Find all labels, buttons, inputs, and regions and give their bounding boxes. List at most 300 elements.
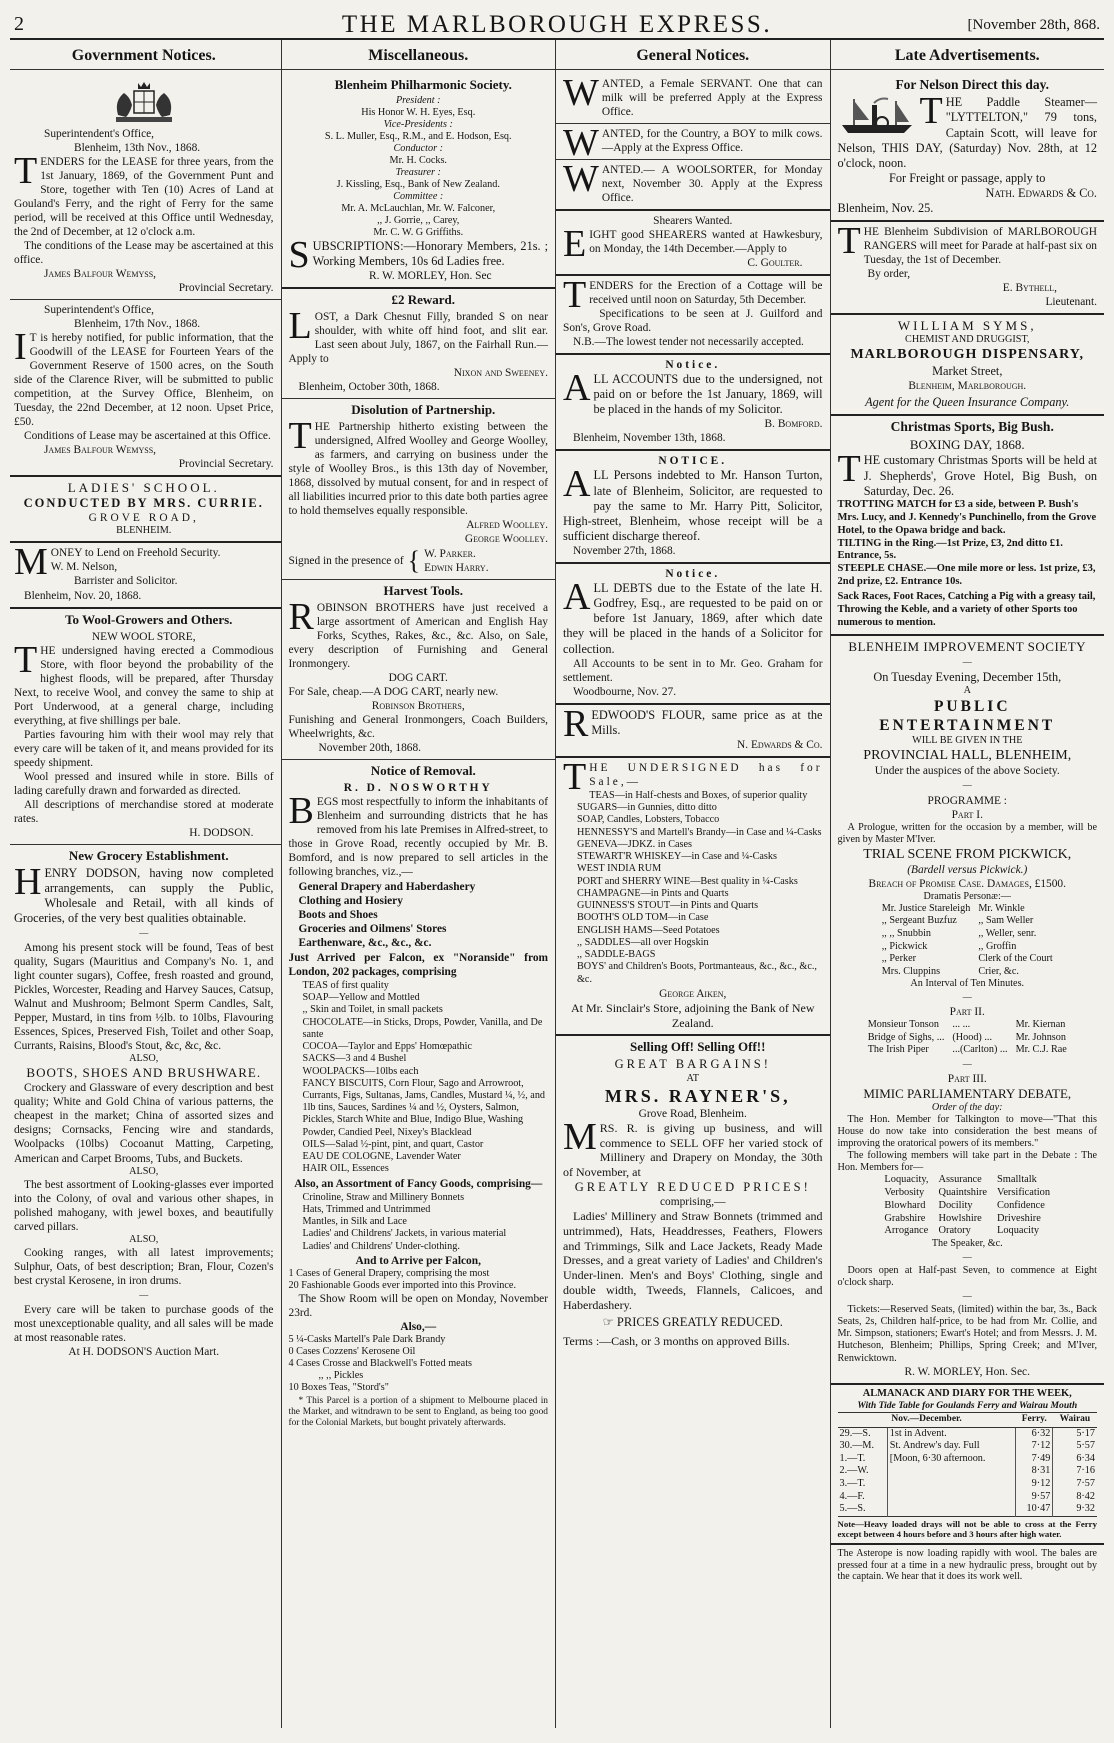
ad-body: HE Blenheim Subdivision of MARLBOROUGH RANGERS will meet for Parade at half-past six on Tuesday, the 1st of December.	[863, 226, 1097, 267]
wool-store-ad	[10, 609, 281, 845]
notice-conditions: Conditions of Lease may be ascertained at this Office.	[24, 430, 271, 442]
ad-subheading: NEW WOOL STORE,	[91, 630, 196, 643]
tide-row-cell: 10·47	[1016, 1503, 1053, 1516]
chemist-name: WILLIAM SYMS,	[897, 318, 1037, 334]
fancy-goods-list	[289, 1192, 549, 1253]
song-row-cell: ...(Carlton) ...	[952, 1044, 1008, 1056]
signer-role: Provincial Secretary.	[178, 281, 274, 294]
ad-body: HE customary Christmas Sports will be held at J. Shepherds', Grove Hotel, Big Bush, on Saturday, Dec. 26.	[863, 453, 1097, 498]
part-three: Part III.	[947, 1073, 987, 1085]
gov-notice-goodwill-lease	[10, 300, 281, 477]
reduced-prices: GREATLY REDUCED PRICES!	[574, 1179, 811, 1194]
ad-paragraph: All Accounts to be sent in to Mr. Geo. Graham for settlement.	[563, 657, 823, 684]
debate-row	[879, 1200, 1055, 1213]
ad-paragraph: Among his present stock will be found, Teas of best quality, Sugars (Mauritius and Company's No. 1, and light counter sugars), Coffee, fresh roasted and ground, Pickles, Worcester, Reading and Harvey Sauces, Catsup, Walnut and Mushroom; Belmont Sperm Candles, Salt, Pepper, Mustard, in tins from ½lb. to 10lbs, Flavouring Essences, Spices, Preserved Fish, Toilet and other Soap, Currants, Raisins, Blood's Stout, &c, &c, &c.	[14, 942, 274, 1053]
trial-scene: TRIAL SCENE FROM PICKWICK,	[863, 846, 1072, 862]
fancy-goods-item: Ladies' and Childrens' Under-clothing.	[302, 1240, 460, 1252]
ad-body: LL Persons indebted to Mr. Hanson Turton, late of Blenheim, Solicitor, are requested to pay the same to Mr. Harry Pitt, Solicitor, High-street, Blenheim, whose receipt will be a sufficient discharge thereof.	[563, 468, 823, 543]
signer-rank: Lieutenant.	[1045, 296, 1097, 309]
cast-row-cell: ,, Weller, senr.	[978, 928, 1037, 939]
tide-row-cell: 5.—S.	[839, 1503, 866, 1515]
auspices: Under the auspices of the above Society.	[874, 765, 1060, 778]
rayner-selling-off-ad	[556, 1036, 830, 1352]
goods-item: SOAP—Yellow and Mottled	[302, 992, 420, 1004]
bardell-v-pickwick: (Bardell versus Pickwick.)	[907, 863, 1028, 876]
at-label: AT	[686, 1072, 699, 1084]
aiken-stores-ad	[556, 755, 830, 1036]
tide-row-cell: 2.—W.	[839, 1465, 869, 1477]
branch-item: Clothing and Hosiery	[298, 894, 403, 907]
grocery-ad: New Grocery Establishment. HENRY DODSON, having now completed arrangements, can supply the Public, Wholesale and Retail, with all kinds of Groceries, of the very best qualities obtainable. — Among his present stock will be found, Teas of best quality, Sugars (Mauritius and Company's No. 1, and light counter sugars), Coffee, fresh roasted and ground, Pickles, Worcester, Reading and Harvey Sauces, Catsup, Walnut and Mushroom; Belmont Sperm Candles, Salt, Pepper, Mustard, in tins from ½lb. to 10lbs, Flavouring Essences, Spices, Preserved Fish, Toilet and other Soap, Currants, Raisins, Blood's Stout, &c, &c, &c. ALSO, BOOTS, SHOES AND BRUSHWARE. Crockery and Glassware of every description and best quality; White and Gold China of various patterns, the cheapest in the market; China of assorted sizes and designs; Cornsacks, Fencing wire and standards, Woolpacks (10lbs) Cocoanut Matting, Carpeting, American and Carpet Brooms, Tubs, and Buckets. ALSO, The best assortment of Looking-glasses ever imported into the Colony, of oval and various other shapes, in polished mahogany, with jewel boxes, and beautifully carved pillars. ALSO, Cooking ranges, with all latest improvements; Sulphur, Oats, of best description; Bran, Flour, Cozen's best crystal Kerosene, in iron drums. — Every care will be taken to purchase goods of the most unexceptionable quality, and all sales will be made at most reasonable rates. At H. DODSON'S Auction Mart.	[14, 847, 274, 1358]
arrive-line: 1 Cases of General Drapery, comprising the most	[288, 1267, 490, 1279]
column-heading: Government Notices.	[10, 44, 281, 70]
tide-row	[838, 1491, 1098, 1504]
dropcap: T	[837, 220, 861, 263]
ad-date: Blenheim, November 13th, 1868.	[573, 432, 726, 445]
vice-presidents: S. L. Muller, Esq., R.M., and E. Hodson, Esq.	[324, 130, 512, 142]
goods-item: ,, SADDLES—all over Hogskin	[577, 936, 709, 948]
notice-body: ENDERS for the LEASE for three years, from the 1st January, 1869, of the Government Punt and Store, together with Ten (10) Acres of Land at Gouland's Ferry, and the right of Ferry for the same period, will be received at this Office until Wednesday, the 2nd of December, at 12 o'clock a.m.	[14, 155, 274, 238]
song-row-cell: (Hood) ...	[952, 1031, 993, 1043]
cast-row-cell: ,, Sam Weller	[978, 915, 1034, 927]
cast-row-cell: Mrs. Cluppins	[881, 965, 941, 977]
dropcap: R	[563, 702, 589, 745]
tide-row-cell: 7·16	[1053, 1465, 1097, 1478]
witness-block: Signed in the presence of { W. Parker. Edwin Harry.	[288, 545, 489, 575]
debate-title: MIMIC PARLIAMENTARY DEBATE,	[863, 1086, 1072, 1102]
song-row	[864, 1032, 1071, 1045]
goods-item: SOAP, Candles, Lobsters, Tobacco	[577, 814, 720, 826]
tide-row-cell: 6·34	[1053, 1453, 1097, 1466]
motion: The Hon. Member for Talkington to move—"That this House do now take into consideration the best means of improving the oratorical powers of its members."	[837, 1114, 1097, 1150]
chemist-trade: CHEMIST AND DRUGGIST,	[905, 334, 1030, 346]
song-row-cell: Mr. Johnson	[1015, 1031, 1066, 1043]
signer: R. W. MORLEY, Hon. Sec	[369, 270, 492, 283]
goods-item: CHAMPAGNE—in Pints and Quarts	[577, 887, 729, 899]
dropcap: R	[288, 595, 314, 638]
goods-item: TEAS—in Half-chests and Boxes, of superior quality	[589, 790, 808, 801]
ad-heading: Notice of Removal.	[370, 762, 476, 778]
ad-paragraph: Crockery and Glassware of every description and best quality; White and Gold China of various patterns, the cheapest in the market; China of assorted sizes and designs; Cornsacks, Fencing wire and standards, Woolpacks (10lbs) Cocoanut Matting, Carpeting, American and Carpet Brooms, Tubs, and Buckets.	[14, 1082, 274, 1165]
debate-row-cell: Quaintshire	[938, 1186, 987, 1198]
dropcap: A	[563, 366, 591, 409]
dropcap: A	[563, 576, 591, 619]
tide-row	[838, 1440, 1098, 1453]
treasurer: J. Kissling, Esq., Bank of New Zealand.	[336, 178, 500, 190]
merchant-name: R. D. NOSWORTHY	[343, 781, 493, 794]
cast-row-cell: ,, Sergeant Buzfuz	[881, 915, 957, 927]
ad-body: ENDERS for the Erection of a Cottage will be received until noon on Saturday, 5th December.	[589, 279, 823, 306]
money-to-lend-ad	[10, 543, 281, 608]
ad-body: LL DEBTS due to the Estate of the late H. Godfrey, Esq., are requested to be paid on or before 1st January, 1869, after which date they will be placed in the hands of a Solicitor for collection.	[563, 581, 823, 656]
event-date: On Tuesday Evening, December 15th,	[873, 669, 1062, 684]
tide-row-cell: [Moon, 6·30 afternoon.	[887, 1453, 1015, 1466]
goods-item: STEWART'R WHISKEY—in Case and ¼-Casks	[577, 851, 777, 863]
debate-row-cell: Blowhard	[884, 1199, 926, 1211]
debate-row	[879, 1174, 1055, 1187]
philharmonic-society-ad	[282, 74, 556, 290]
song-row	[864, 1019, 1071, 1032]
venue: PROVINCIAL HALL, BLENHEIM,	[863, 748, 1072, 764]
debate-row-cell: Arrogance	[884, 1225, 929, 1237]
column-heading: Miscellaneous.	[282, 44, 556, 70]
fancy-goods-item: Ladies' and Childrens' Jackets, in various material	[302, 1228, 507, 1240]
fancy-goods-item: Hats, Trimmed and Untrimmed	[302, 1203, 431, 1215]
cottage-tenders-ad	[556, 273, 830, 355]
ad-heading: Selling Off! Selling Off!!	[630, 1039, 766, 1055]
dropcap: T	[288, 415, 312, 458]
debate-row-cell: Loquacity,	[884, 1174, 929, 1186]
tide-row-cell: 1.—T.	[839, 1452, 866, 1464]
signer: C. Goulter.	[747, 256, 803, 269]
notice-conditions: The conditions of the Lease may be ascertained at this office.	[14, 239, 274, 266]
column-heading: General Notices.	[556, 44, 830, 70]
vp-label: Vice-Presidents :	[383, 118, 453, 130]
col-ferry: Ferry.	[1016, 1413, 1053, 1428]
ad-body: LL ACCOUNTS due to the undersigned, not paid on or before the 1st January, 1869, will be placed in the hands of my Solicitor.	[593, 371, 823, 417]
ad-heading: New Grocery Establishment.	[68, 847, 229, 863]
dropcap: T	[563, 273, 587, 316]
goods-list	[563, 790, 823, 986]
tide-row-cell: 9·12	[1016, 1478, 1053, 1491]
cast-row	[878, 903, 1057, 916]
street: Market Street,	[932, 363, 1003, 378]
shearers-wanted-ad	[556, 211, 830, 276]
tide-table	[838, 1412, 1098, 1517]
marlborough-rangers-ad	[831, 222, 1105, 315]
ad-date: November 20th, 1868.	[318, 741, 421, 754]
signer: George Aiken,	[659, 987, 727, 1000]
bargains: GREAT BARGAINS!	[614, 1057, 771, 1072]
goods-item: WEST INDIA RUM	[577, 863, 662, 875]
goods-item: EAU DE COLOGNE, Lavender Water	[302, 1151, 461, 1163]
agent: Nath. Edwards & Co.	[985, 186, 1097, 201]
ad-heading: Blenheim Philharmonic Society.	[334, 76, 512, 92]
committee-label: Committee :	[393, 190, 444, 202]
dog-cart-body: For Sale, cheap.—A DOG CART, nearly new.	[288, 685, 499, 698]
tide-row	[838, 1503, 1098, 1516]
ad-body: EGS most respectfully to inform the inhabitants of Blenheim and surrounding districts that he has removed from his late Premises in Alfred-street, to those in Grove Road, recently occupied by Mr. B. Bomford, and is now prepared to sell articles in the following branches, viz.,—	[288, 795, 548, 878]
redwood-flour-ad	[556, 702, 830, 758]
tide-row-cell: 9·32	[1053, 1503, 1097, 1516]
committee-line: Mr. A. McLauchlan, Mr. W. Falconer,	[341, 202, 496, 214]
ad-date: Blenheim, October 30th, 1868.	[298, 381, 440, 394]
cast-row-cell: Clerk of the Court	[978, 953, 1053, 965]
ad-paragraph: Cooking ranges, with all latest improvements; Sulphur, Oats, of best description; Bran, Flour, Cozen's best crystal Kerosene, in iron drums.	[14, 1246, 274, 1287]
trotting-match: TROTTING MATCH for £3 a side, between P. Bush's Mrs. Lucy, and J. Kennedy's Punchinello, from the Grove Hotel, to the Opawa bridge and back.	[837, 498, 1097, 536]
signer-role: Provincial Secretary.	[178, 458, 274, 471]
doors-open: Doors open at Half-past Seven, to commence at Eight o'clock sharp.	[837, 1265, 1097, 1289]
ad-paragraph: Every care will be taken to purchase goods of the most unexceptionable quality, and all sales will be made at most reasonable rates.	[14, 1303, 274, 1344]
improvement-society-ad: BLENHEIM IMPROVEMENT SOCIETY — On Tuesday Evening, December 15th, A PUBLIC ENTERTAINMENT WILL BE GIVEN IN THE PROVINCIAL HALL, BLENHEIM, Under the auspices of the above Society. — PROGRAMME : Part I. A Prologue, written for the occasion by a member, will be given by Master M'Iver. TRIAL SCENE FROM PICKWICK, (Bardell versus Pickwick.) Breach of Promise Case. Damages, £1500. Dramatis Personæ:— Mr. Justice Stareleigh Mr. Winkle ,, Sergeant Buzfuz ,, Sam Weller ,, ,, Snubbin ,, Weller, senr. ,, Pickwick ,, Groffin ,, Perker Clerk of the Court Mrs. Cluppins Crier, &c. An Interval of Ten Minutes. — Part II. Monsieur Tonson ... ... Mr. Kiernan Bridge of Sighs, ... (Hood) ... Mr. Johnson The Irish Piper ...(Carlton) ... Mr. C.J. Rae — Part III. MIMIC PARLIAMENTARY DEBATE, Order of the day: The Hon. Member for Talkington to move—"That this House do now take into consideration the best means of improving the oratorical powers of its members." The following members will take part in the Debate : The Hon. Members for— Loquacity, Assurance Smalltalk Verbosity Quaintshire Versification Blowhard Docility Confidence Grabshire Howlshire Driveshire Arrogance Oratory Loquacity The Speaker, &c. — Doors open at Half-past Seven, to commence at Eight o'clock sharp. — Tickets:—Reserved Seats, (limited) within the bar, 3s., Back Seats, 2s, Children half-price, to be had from Mr. Collie, and Mr. Simpson, stationers; Ewart's Hotel; and from Messrs. J. M. Hutcheson, Blenheim; Phillips, Spring Creek; and M'Iver, Renwicktown. R. W. MORLEY, Hon. Sec.	[831, 636, 1105, 1385]
tide-row-cell: 1st in Advent.	[887, 1427, 1015, 1440]
wanted-servant-ad	[556, 71, 830, 124]
notice-body: T is hereby notified, for public information, that the Goodwill of the LEASE for Fourteen Years of the Government Reserve of 1500 acres, on the South side of the Clarence River, will be submitted to public competition, at the Survey Office, Blenheim, on Tuesday, the 22nd December, at 12 noon. Upset Price, £50.	[14, 331, 274, 428]
column-late-advertisements	[830, 40, 1105, 1728]
also-label: ALSO,	[129, 1233, 159, 1245]
paddle-steamer-icon	[838, 97, 916, 137]
branch-item: Boots and Shoes	[298, 908, 378, 921]
cast-row-cell: Mr. Justice Stareleigh	[881, 902, 971, 914]
prologue: A Prologue, written for the occasion by a member, will be given by Master M'Iver.	[837, 821, 1097, 845]
debate-members-table	[879, 1174, 1055, 1238]
part-one: Part I.	[951, 808, 983, 821]
boots-heading: BOOTS, SHOES AND BRUSHWARE.	[26, 1065, 262, 1081]
signer: James Balfour Wemyss,	[44, 267, 157, 280]
goods-item: ,, SADDLE-BAGS	[577, 949, 656, 961]
song-row-cell: Mr. Kiernan	[1015, 1019, 1066, 1031]
store-location: At Mr. Sinclair's Store, adjoining the Bank of New Zealand.	[571, 1000, 815, 1030]
town: Blenheim, Marlborough.	[908, 379, 1027, 392]
goods-item: COCOA—Taylor and Epps' Homœpathic	[302, 1041, 472, 1053]
footnote: * This Parcel is a portion of a shipment to Melbourne placed in the Market, and witndrawn to be sent to England, as being too good for the Colonial Markets, but bought privately afterwards.	[288, 1396, 548, 1429]
ferry-note: Note—Heavy loaded drays will not be able to cross at the Ferry except between 4 hours before and 3 hours after high water.	[837, 1518, 1097, 1539]
goods-item: SACKS—3 and 4 Bushel	[302, 1053, 407, 1065]
cast-row-cell: Mr. Winkle	[978, 902, 1025, 914]
ad-body: RS. R. is giving up business, and will commence to SELL OFF her varied stock of Millinery and Drapery on Monday, the 30th of November, at	[563, 1120, 823, 1180]
conductor: Mr. H. Cocks.	[389, 154, 447, 166]
tide-row-cell: 9·57	[1016, 1491, 1053, 1504]
goods-item: HAIR OIL, Essences	[302, 1163, 389, 1175]
debate-row-cell: Docility	[938, 1199, 973, 1211]
dropcap: A	[563, 463, 591, 506]
cast-row	[878, 953, 1057, 966]
also-line: 10 Boxes Teas, "Stord's"	[288, 1382, 389, 1394]
branch-item: General Drapery and Haberdashery	[298, 880, 476, 893]
debate-row-cell: Oratory	[938, 1225, 971, 1237]
debate-row-cell: Verbosity	[884, 1186, 925, 1198]
goods-item: GUINNESS'S STOUT—in Pints and Quarts	[577, 900, 759, 912]
also-label: ALSO,	[129, 1053, 159, 1065]
branch-item: Groceries and Oilmens' Stores	[298, 922, 447, 935]
cast-table	[878, 903, 1057, 978]
branch-item: Earthenware, &c., &c., &c.	[298, 936, 432, 949]
witness: W. Parker.	[424, 547, 476, 560]
royal-arms-icon	[106, 79, 182, 125]
ad-heading: HE UNDERSIGNED has for Sale,—	[589, 761, 823, 788]
issue-date: [November 28th, 868.	[967, 17, 1100, 33]
columns	[10, 40, 1104, 1728]
ad-paragraph: Parties favouring him with their wool may rely that every care will be taken of it, and means provided for its speedy shipment.	[14, 728, 274, 769]
steeple-chase: STEEPLE CHASE.—One mile more or less. 1st prize, £3, 2nd prize, £2. Entrance 10s.	[837, 563, 1096, 588]
tide-row-cell: 5·17	[1053, 1427, 1097, 1440]
ad-date: Blenheim, Nov. 20, 1868.	[24, 589, 142, 602]
gov-notice-punt-lease	[10, 74, 281, 300]
order-of-day: Order of the day:	[931, 1102, 1003, 1113]
president: His Honor W. H. Eyes, Esq.	[361, 106, 476, 118]
signer: R. W. MORLEY, Hon. Sec.	[904, 1365, 1030, 1378]
firm-name: Robinson Brothers,	[371, 699, 465, 712]
harvest-tools-ad	[282, 580, 556, 760]
interval: An Interval of Ten Minutes.	[910, 978, 1025, 990]
goods-item: TEAS of first quality	[302, 979, 389, 991]
debate-row-cell: Confidence	[996, 1199, 1045, 1211]
cast-row-cell: ,, Perker	[881, 953, 916, 965]
conductor-label: Conductor :	[393, 142, 444, 154]
tide-row-cell: 6·32	[1016, 1427, 1053, 1440]
cast-row	[878, 966, 1057, 979]
debate-row	[879, 1225, 1055, 1238]
breach-of-promise: Breach of Promise Case. Damages, £1500.	[868, 877, 1066, 890]
dropcap: W	[563, 71, 599, 114]
song-row-cell: ... ...	[952, 1019, 971, 1031]
cast-row-cell: ,, Groffin	[978, 940, 1017, 952]
tide-row-cell: 7·57	[1053, 1478, 1097, 1491]
fancy-goods-item: Mantles, in Silk and Lace	[302, 1216, 407, 1228]
dropcap: T	[837, 448, 861, 491]
ad-date: November 27th, 1868.	[573, 545, 676, 557]
debate-row-cell: Driveshire	[996, 1212, 1041, 1224]
notice-of-removal-ad	[282, 760, 556, 1434]
almanack	[831, 1385, 1105, 1545]
insurance-agent: Agent for the Queen Insurance Company.	[865, 394, 1070, 409]
goods-item: ENGLISH HAMS—Seed Potatoes	[577, 924, 720, 936]
signer: Nixon and Sweeney.	[453, 367, 548, 380]
col-wairau: Wairau	[1053, 1413, 1097, 1428]
school-town: BLENHEIM.	[116, 525, 172, 537]
ad-heading: BLENHEIM IMPROVEMENT SOCIETY	[848, 638, 1087, 654]
dropcap: M	[14, 541, 48, 584]
lender-name: W. M. Nelson,	[50, 561, 118, 574]
other-sports: Sack Races, Foot Races, Catching a Pig with a greasy tail, Throwing the Keble, and a variety of other Sports too numerous to mention.	[837, 591, 1096, 628]
notice-turton-ad	[556, 451, 830, 564]
also-heading: Also,—	[400, 1320, 437, 1333]
signer: Alfred Woolley.	[466, 519, 548, 532]
dropcap: E	[563, 222, 587, 265]
ad-body: IGHT good SHEARERS wanted at Hawkesbury, on Monday, the 14th December.—Apply to	[589, 228, 823, 255]
goods-item: ,, Skin and Toilet, in small packets	[302, 1004, 443, 1016]
tilting: TILTING in the Ring.—1st Prize, £3, 2nd ditto £1. Entrance, 5s.	[837, 537, 1063, 562]
tide-row-cell: 3.—T.	[839, 1478, 866, 1490]
tide-row	[838, 1478, 1098, 1491]
page-number: 2	[14, 13, 24, 35]
syms-dispensary-ad	[831, 315, 1105, 416]
masthead	[10, 8, 1104, 40]
ad-heading: Notice.	[665, 568, 721, 581]
signer: B. Bomford.	[764, 418, 823, 431]
ad-body: ANTED.— A WOOLSORTER, for Monday next, November 30. Apply at the Express Office.	[601, 163, 823, 204]
songs-table	[864, 1019, 1071, 1057]
committee-line: Mr. C. W. G Griffiths.	[373, 227, 464, 238]
ad-date: Blenheim, Nov. 25.	[837, 201, 934, 216]
dropcap: W	[563, 121, 599, 164]
fancy-goods-item: Crinoline, Straw and Millinery Bonnets	[302, 1191, 465, 1203]
goods-item: GENEVA—JDKZ. in Cases	[577, 838, 692, 850]
event-day: BOXING DAY, 1868.	[909, 437, 1025, 453]
dispensary-name: MARLBOROUGH DISPENSARY,	[850, 347, 1085, 363]
tide-row	[838, 1465, 1098, 1478]
debate-row	[879, 1187, 1055, 1200]
presence-label: Signed in the presence of	[288, 554, 404, 567]
dropcap: H	[14, 860, 42, 903]
ad-heading: Notice.	[665, 358, 721, 371]
dramatis-personae: Dramatis Personæ:—	[923, 890, 1011, 902]
ad-heading: Christmas Sports, Big Bush.	[890, 418, 1054, 434]
reward-ad	[282, 289, 556, 399]
ad-body: ANTED, for the Country, a BOY to milk cows.—Apply at the Express Office.	[601, 127, 823, 154]
programme-label: PROGRAMME :	[927, 794, 1007, 807]
pointing-hand-icon: ☞	[602, 1315, 617, 1330]
ad-body: HE Paddle Steamer— "LYTTELTON," 79 tons, Captain Scott, will leave for Nelson, THIS DAY, (Saturday) Nov. 28th, at 12 o'clock, noon.	[837, 95, 1097, 170]
ad-body: ONEY to Lend on Freehold Security.	[50, 547, 221, 560]
song-row-cell: Bridge of Sighs, ...	[867, 1031, 945, 1043]
arrive-line: 20 Fashionable Goods ever imported into this Province.	[288, 1279, 516, 1291]
cast-row-cell: ,, ,, Snubbin	[881, 928, 931, 939]
debate-row-cell: Versification	[996, 1186, 1051, 1198]
tide-row-cell: 4.—F.	[839, 1490, 865, 1502]
cast-row-cell: Crier, &c.	[978, 965, 1019, 977]
debate-row-cell: Grabshire	[884, 1212, 926, 1224]
song-row-cell: The Irish Piper	[867, 1044, 929, 1056]
signer: N. Edwards & Co.	[737, 738, 823, 751]
cast-row	[878, 941, 1057, 954]
ad-heading: Harvest Tools.	[383, 582, 463, 598]
column-heading: Late Advertisements.	[831, 44, 1105, 70]
signer: H. DODSON.	[189, 826, 254, 839]
tide-row-cell: 8·42	[1053, 1491, 1097, 1504]
debate-row-cell: Assurance	[938, 1174, 982, 1186]
goods-item: OILS—Salad ½-pint, pint, and quart, Castor	[302, 1138, 484, 1150]
arrive-heading: And to Arrive per Falcon,	[355, 1254, 481, 1267]
tide-row	[838, 1453, 1098, 1466]
column-general-notices	[555, 40, 830, 1728]
office-line: Superintendent's Office,	[44, 303, 155, 316]
notice-accounts-ad	[556, 355, 830, 451]
treasurer-label: Treasurer :	[395, 166, 441, 178]
shop-address: Grove Road, Blenheim.	[638, 1107, 747, 1120]
also-line: 4 Cases Crosse and Blackwell's Fotted meats	[288, 1358, 472, 1370]
tide-row-cell	[887, 1491, 1015, 1504]
tide-row-cell	[887, 1503, 1015, 1516]
committee-line: ,, J. Gorrie, ,, Carey,	[377, 214, 460, 226]
shop-name: MRS. RAYNER'S,	[604, 1085, 791, 1106]
signer: James Balfour Wemyss,	[44, 444, 157, 457]
part-two: Part II.	[949, 1006, 985, 1019]
ad-body: ENRY DODSON, having now completed arrangements, can supply the Public, Wholesale and Retail, with all kinds of Groceries, of the very best qualities obtainable.	[14, 865, 274, 926]
goods-item: SUGARS—in Gunnies, ditto ditto	[577, 802, 717, 814]
dropcap: T	[919, 90, 943, 133]
also-label: ALSO,	[129, 1165, 159, 1177]
school-road: GROVE ROAD,	[88, 512, 199, 525]
goods-item: WOOLPACKS—10lbs each	[302, 1065, 419, 1077]
notice-godfrey-ad	[556, 564, 830, 705]
wanted-woolsorter-ad	[556, 157, 830, 211]
tide-row-cell: 30.—M.	[839, 1440, 875, 1452]
ad-paragraph: N.B.—The lowest tender not necessarily accepted.	[573, 335, 804, 348]
also-line: ,, ,, Pickles	[318, 1370, 364, 1382]
song-row-cell: Mr. C.J. Rae	[1015, 1044, 1067, 1056]
also-line: 5 ¼-Casks Martell's Pale Dark Brandy	[288, 1333, 446, 1345]
dropcap: I	[14, 325, 27, 368]
branches-list	[289, 880, 549, 950]
goods-item: FANCY BISCUITS, Corn Flour, Sago and Arrowroot, Currants, Figs, Sultanas, Jams, Candles, Mustard ¼, ½, and 1lb tins, Sauces, Sardines ¼ and ½, Oysters, Salmon, Pickles, Starch White and Blue, Indigo Blue, Washing Powder, Candied Peel, Nixey's Blacklead	[302, 1077, 546, 1138]
ladies-school-ad	[10, 477, 281, 543]
order-label: By order,	[867, 268, 911, 281]
comprising: comprising,—	[660, 1196, 726, 1209]
dissolution-ad	[282, 399, 556, 579]
wanted-boy-ad	[556, 121, 830, 164]
ad-paragraph: Specifications to be seen at J. Guilford and Son's, Grove Road.	[563, 307, 823, 334]
goods-item: BOOTH'S OLD TOM—in Case	[577, 912, 709, 924]
showroom-line: The Show Room will be open on Monday, November 23rd.	[288, 1292, 548, 1319]
ad-body: OST, a Dark Chesnut Filly, branded S on near shoulder, with white off hind foot, and slit ear. Last seen about July, 1867, on the Fairhall Run.—Apply to	[288, 311, 548, 366]
witness: Edwin Harry.	[424, 561, 489, 574]
almanack-heading: ALMANACK AND DIARY FOR THE WEEK,	[862, 1387, 1072, 1399]
ad-paragraph: All descriptions of merchandise stored at moderate rates.	[14, 798, 274, 825]
debate-row-cell: Smalltalk	[996, 1174, 1037, 1186]
ad-paragraph: The best assortment of Looking-glasses ever imported into the Colony, of oval and various other shapes, in polished mahogany, with jewel boxes, and beautifully carved pillars.	[14, 1178, 274, 1233]
column-miscellaneous	[281, 40, 556, 1728]
